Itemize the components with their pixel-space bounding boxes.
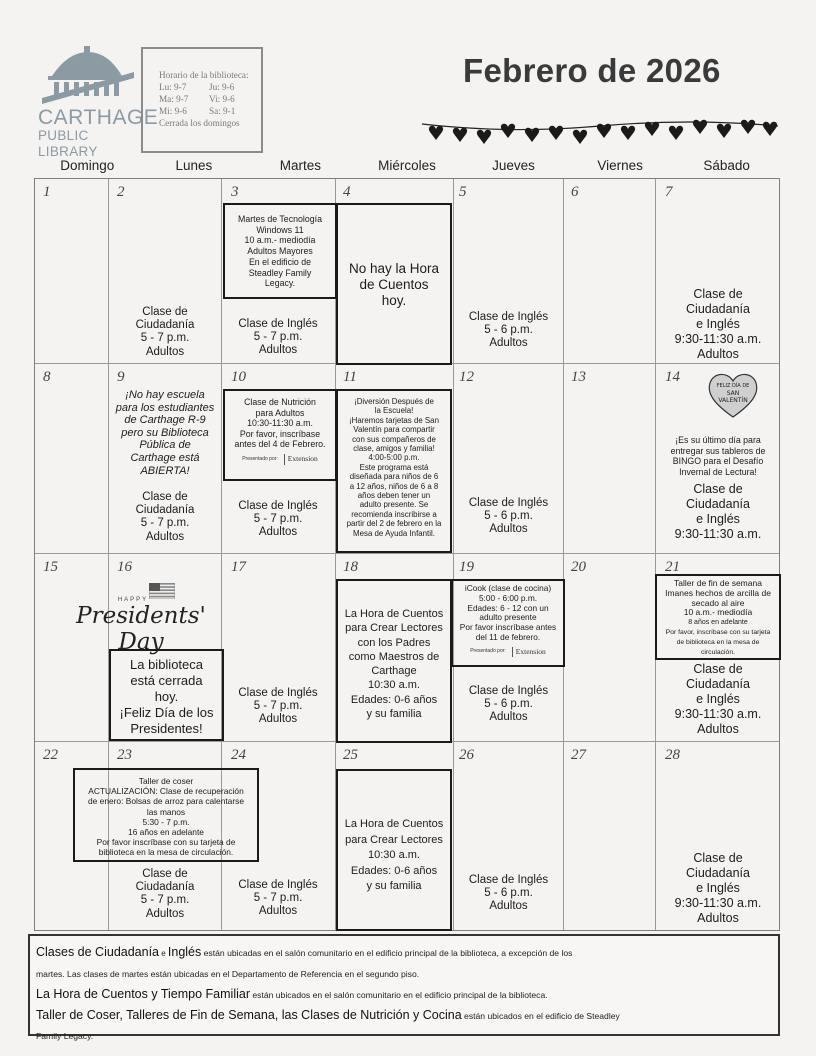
day-number: 13: [571, 369, 586, 385]
library-dome-icon: [38, 46, 134, 106]
nutrition-class-event: Clase de Nutrición para Adultos 10:30-11:30 a.m. Por favor, inscríbase antes del 4 de Febrero. Presentado por: Extension: [223, 389, 337, 481]
footer-line: Clases de Ciudadanía e Inglés están ubicadas en el salón comunitario en el edificio principal de la biblioteca, a excepción de los: [36, 945, 573, 959]
weekday-wednesday: Miércoles: [378, 158, 436, 173]
footer-line: La Hora de Cuentos y Tiempo Familiar están ubicados en el salón comunitario en el edificio principal de la biblioteca.: [36, 987, 548, 1001]
weekday-thursday: Jueves: [492, 158, 535, 173]
weekday-friday: Viernes: [597, 158, 643, 173]
library-subtitle: PUBLIC LIBRARY: [38, 128, 98, 159]
day-number: 14: [665, 369, 680, 385]
citizenship-english-class: Clase de Ciudadanía e Inglés 9:30-11:30 a.m. Adultos: [674, 851, 762, 925]
english-class: Clase de Inglés 5 - 6 p.m. Adultos: [468, 685, 549, 724]
day-number: 16: [117, 559, 132, 575]
hours-closed: Cerrada los domingos: [159, 118, 240, 128]
day-number: 26: [459, 747, 474, 763]
svg-text:FELIZ DÍA DE: FELIZ DÍA DE: [716, 383, 750, 389]
footer-line: Taller de Coser, Talleres de Fin de Semana, las Clases de Nutrición y Cocina están ubicados en el edificio de Steadley: [36, 1008, 620, 1022]
valentine-heart-icon: [707, 369, 759, 419]
library-closed-notice: La biblioteca está cerrada hoy. ¡Feliz Día de los Presidentes!: [109, 649, 224, 741]
day-number: 8: [43, 369, 51, 385]
day-number: 10: [231, 369, 246, 385]
library-logo: [38, 46, 159, 160]
icook-event: iCook (clase de cocina) 5:00 - 6:00 p.m. Edades: 6 - 12 con un adulto presente Por favor inscríbase antes del 11 de febrero. Presentado por: Extension: [451, 579, 565, 667]
day-number: 7: [665, 184, 673, 200]
citizenship-class: Clase de Ciudadanía 5 - 7 p.m. Adultos: [135, 491, 195, 543]
day-number: 21: [665, 559, 680, 575]
day-number: 15: [43, 559, 58, 575]
day-number: 22: [43, 747, 58, 763]
hours-row: Ma: 9-7 Vi: 9-6: [159, 94, 235, 104]
day-number: 4: [343, 184, 351, 200]
weekend-workshop-event: Taller de fin de semana Imanes hechos de arcilla de secado al aire 10 a.m.- mediodía 8 años en adelante Por favor, inscríbase con su tarjeta de biblioteca en la mesa de circulación.: [655, 574, 781, 660]
hours-row: Lu: 9-7 Ju: 9-6: [159, 82, 235, 92]
footer-line: Family Legacy.: [36, 1031, 94, 1041]
english-class: Clase de Inglés 5 - 7 p.m. Adultos: [238, 318, 318, 357]
day-number: 27: [571, 747, 586, 763]
day-number: 1: [43, 184, 51, 200]
day-number: 20: [571, 559, 586, 575]
no-school-notice: ¡No hay escuela para los estudiantes de Carthage R-9 pero su Biblioteca Pública de Carthage está ABIERTA!: [115, 389, 215, 477]
no-storytime-notice: No hay la Hora de Cuentos hoy.: [336, 203, 452, 365]
calendar-grid: [34, 178, 780, 931]
extension-credit: Presentado por: Extension: [242, 453, 318, 463]
day-number: 17: [231, 559, 246, 575]
day-number: 18: [343, 559, 358, 575]
month-title: Febrero de 2026: [463, 52, 721, 89]
tech-tuesday-event: Martes de Tecnología Windows 11 10 a.m.- mediodía Adultos Mayores En el edificio de Steadley Family Legacy.: [223, 203, 337, 299]
citizenship-class: Clase de Ciudadanía 5 - 7 p.m. Adultos: [135, 306, 195, 358]
locations-footer: [28, 934, 780, 1041]
hours-row: Mi: 9-6 Sa: 9-1: [159, 106, 236, 116]
svg-text:VALENTÍN: VALENTÍN: [718, 397, 748, 404]
storytime-event: La Hora de Cuentos para Crear Lectores 10:30 a.m. Edades: 0-6 años y su familia: [336, 769, 452, 931]
hearts-garland-icon: [420, 112, 780, 152]
english-class: Clase de Inglés 5 - 7 p.m. Adultos: [238, 879, 318, 918]
english-class: Clase de Inglés 5 - 6 p.m. Adultos: [468, 874, 549, 913]
citizenship-english-class: Clase de Ciudadanía e Inglés 9:30-11:30 a.m. Adultos: [674, 662, 762, 736]
day-number: 28: [665, 747, 680, 763]
library-hours: [141, 47, 263, 153]
sewing-workshop-event: Taller de coser ACTUALIZACIÓN: Clase de recuperación de enero: Bolsas de arroz para calentarse las manos 5:30 - 7 p.m. 16 años en adelante Por favor inscríbase con su tarjeta de biblioteca en la mesa de circulación.: [73, 768, 259, 862]
day-number: 23: [117, 747, 132, 763]
citizenship-class: Clase de Ciudadanía 5 - 7 p.m. Adultos: [135, 868, 195, 920]
extension-credit: Presentado por: Extension: [470, 646, 546, 656]
svg-text:SAN: SAN: [726, 390, 740, 397]
presidents-day-small: HAPPY: [117, 597, 149, 603]
day-number: 3: [231, 184, 239, 200]
day-number: 19: [459, 559, 474, 575]
presidents-day-title: Presidents' Day: [76, 603, 206, 655]
citizenship-english-class: Clase de Ciudadanía e Inglés 9:30-11:30 a.m. Adultos: [674, 287, 762, 361]
weekday-tuesday: Martes: [279, 158, 322, 173]
day-number: 6: [571, 184, 579, 200]
day-number: 2: [117, 184, 125, 200]
weekday-sunday: Domingo: [60, 158, 115, 173]
hours-title: Horario de la biblioteca:: [159, 70, 249, 80]
english-class: Clase de Inglés 5 - 6 p.m. Adultos: [468, 497, 549, 536]
day-number: 25: [343, 747, 358, 763]
bingo-deadline-notice: ¡Es su último día para entregar sus tableros de BINGO para el Desafío Invernal de Lectura!: [670, 435, 766, 478]
valentine-afterschool-event: ¡Diversión Después de la Escuela! ¡Haremos tarjetas de San Valentín para compartir con sus compañeros de clase, amigos y familia! 4:00-5:00 p.m. Este programa está diseñada para niños de 6 a 12 años, niños de 6 a 8 años deben tener un adulto presente. Se recomienda inscribirse a partir del 2 de febrero en la Mesa de Ayuda Infantil.: [336, 389, 452, 553]
citizenship-english-class: Clase de Ciudadanía e Inglés 9:30-11:30 a.m.: [674, 482, 762, 541]
weekday-saturday: Sábado: [703, 158, 750, 173]
english-class: Clase de Inglés 5 - 7 p.m. Adultos: [238, 687, 318, 726]
english-class: Clase de Inglés 5 - 7 p.m. Adultos: [238, 500, 318, 539]
day-number: 24: [231, 747, 246, 763]
day-number: 11: [343, 369, 357, 385]
library-name: CARTHAGE: [38, 106, 159, 129]
day-number: 5: [459, 184, 467, 200]
day-number: 12: [459, 369, 474, 385]
footer-line: martes. Las clases de martes están ubicadas en el Departamento de Referencia en el segundo piso.: [36, 969, 420, 979]
day-number: 9: [117, 369, 125, 385]
weekday-header: [34, 158, 780, 178]
english-class: Clase de Inglés 5 - 6 p.m. Adultos: [468, 311, 549, 350]
weekday-monday: Lunes: [175, 158, 213, 173]
storytime-parents-event: La Hora de Cuentos para Crear Lectores con los Padres como Maestros de Carthage 10:30 a.m. Edades: 0-6 años y su familia: [336, 579, 452, 743]
